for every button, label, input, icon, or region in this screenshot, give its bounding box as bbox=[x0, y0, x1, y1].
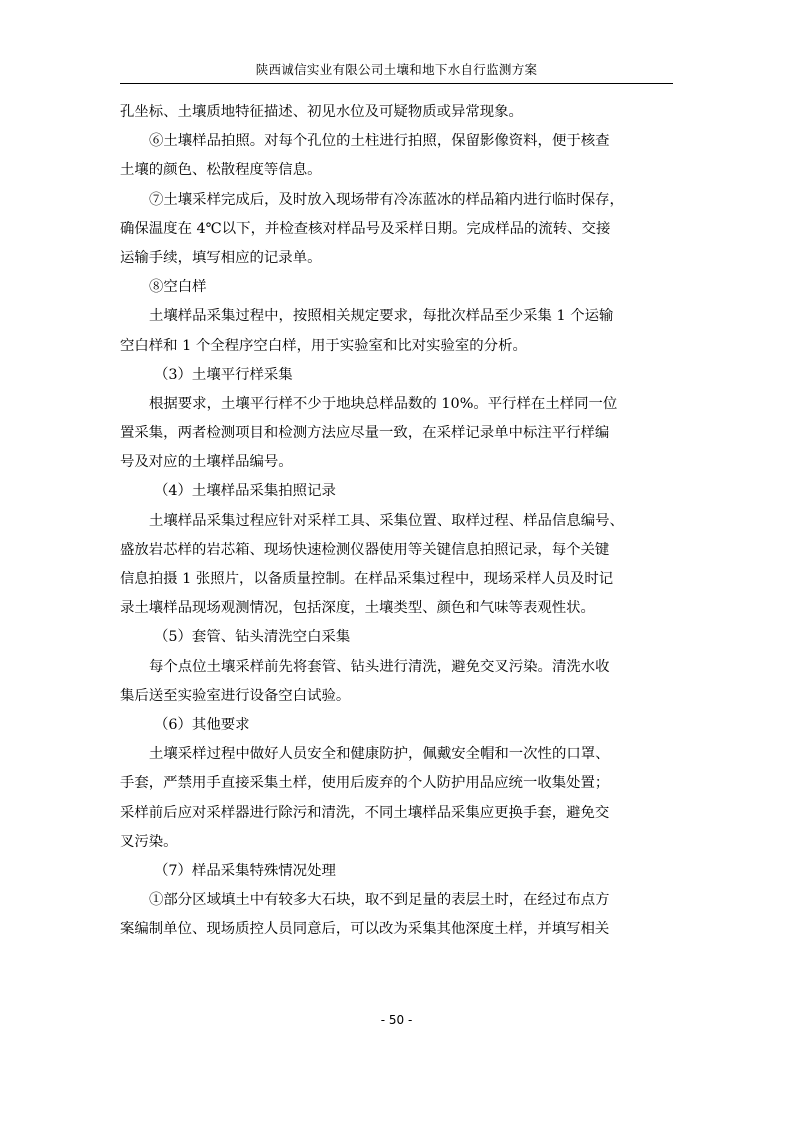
text-line: 土壤样品采集过程应针对采样工具、采集位置、取样过程、样品信息编号、 bbox=[149, 512, 624, 529]
text-line: 号及对应的土壤样品编号。 bbox=[120, 454, 293, 471]
text-line: 根据要求，土壤平行样不少于地块总样品数的 10%。平行样在土样同一位 bbox=[149, 395, 618, 412]
text-line: 土壤样品采集过程中，按照相关规定要求，每批次样品至少采集 1 个运输 bbox=[149, 308, 614, 325]
text-line: ⑥土壤样品拍照。对每个孔位的土柱进行拍照，保留影像资料，便于核查 bbox=[149, 133, 610, 150]
section-heading: （4）土壤样品采集拍照记录 bbox=[154, 483, 336, 500]
page-number: - 50 - bbox=[380, 1013, 413, 1027]
header-rule bbox=[120, 83, 673, 84]
text-line: 集后送至实验室进行设备空白试验。 bbox=[120, 687, 351, 704]
text-line: 运输手续，填写相应的记录单。 bbox=[120, 249, 322, 266]
text-line: 叉污染。 bbox=[120, 833, 178, 850]
text-line: 采样前后应对采样器进行除污和清洗，不同土壤样品采集应更换手套，避免交 bbox=[120, 804, 610, 821]
text-line: ①部分区域填土中有较多大石块，取不到足量的表层土时，在经过布点方 bbox=[149, 892, 610, 909]
text-line: 信息拍摄 1 张照片，以备质量控制。在样品采集过程中，现场采样人员及时记 bbox=[120, 571, 614, 587]
section-heading: （5）套管、钻头清洗空白采集 bbox=[154, 629, 351, 646]
document-body bbox=[120, 98, 676, 944]
text-line: ⑦土壤采样完成后，及时放入现场带有冷冻蓝冰的样品箱内进行临时保存， bbox=[149, 191, 624, 208]
text-line: 孔坐标、土壤质地特征描述、初见水位及可疑物质或异常现象。 bbox=[120, 104, 523, 120]
text-line: 录土壤样品现场观测情况，包括深度，土壤类型、颜色和气味等表观性状。 bbox=[120, 600, 595, 617]
text-line: 确保温度在 4℃以下，并检查核对样品号及采样日期。完成样品的流转、交接 bbox=[120, 220, 611, 237]
text-line: 盛放岩芯样的岩芯箱、现场快速检测仪器使用等关键信息拍照记录，每个关键 bbox=[120, 541, 610, 558]
text-line: 土壤采样过程中做好人员安全和健康防护，佩戴安全帽和一次性的口罩、 bbox=[149, 746, 610, 763]
section-heading: ⑧空白样 bbox=[149, 279, 207, 296]
text-line: 空白样和 1 个全程序空白样，用于实验室和比对实验室的分析。 bbox=[120, 337, 527, 354]
text-line: 每个点位土壤采样前先将套管、钻头进行清洗，避免交叉污染。清洗水收 bbox=[149, 658, 610, 675]
section-heading: （3）土壤平行样采集 bbox=[154, 366, 293, 383]
text-line: 土壤的颜色、松散程度等信息。 bbox=[120, 162, 322, 179]
text-line: 案编制单位、现场质控人员同意后，可以改为采集其他深度土样，并填写相关 bbox=[120, 921, 610, 938]
text-line: 置采集，两者检测项目和检测方法应尽量一致，在采样记录单中标注平行样编 bbox=[120, 425, 610, 442]
section-heading: （7）样品采集特殊情况处理 bbox=[154, 862, 336, 879]
section-heading: （6）其他要求 bbox=[154, 716, 250, 733]
page-header-title: 陕西诚信实业有限公司土壤和地下水自行监测方案 bbox=[255, 62, 538, 77]
text-line: 手套，严禁用手直接采集土样，使用后废弃的个人防护用品应统一收集处置； bbox=[120, 775, 610, 792]
